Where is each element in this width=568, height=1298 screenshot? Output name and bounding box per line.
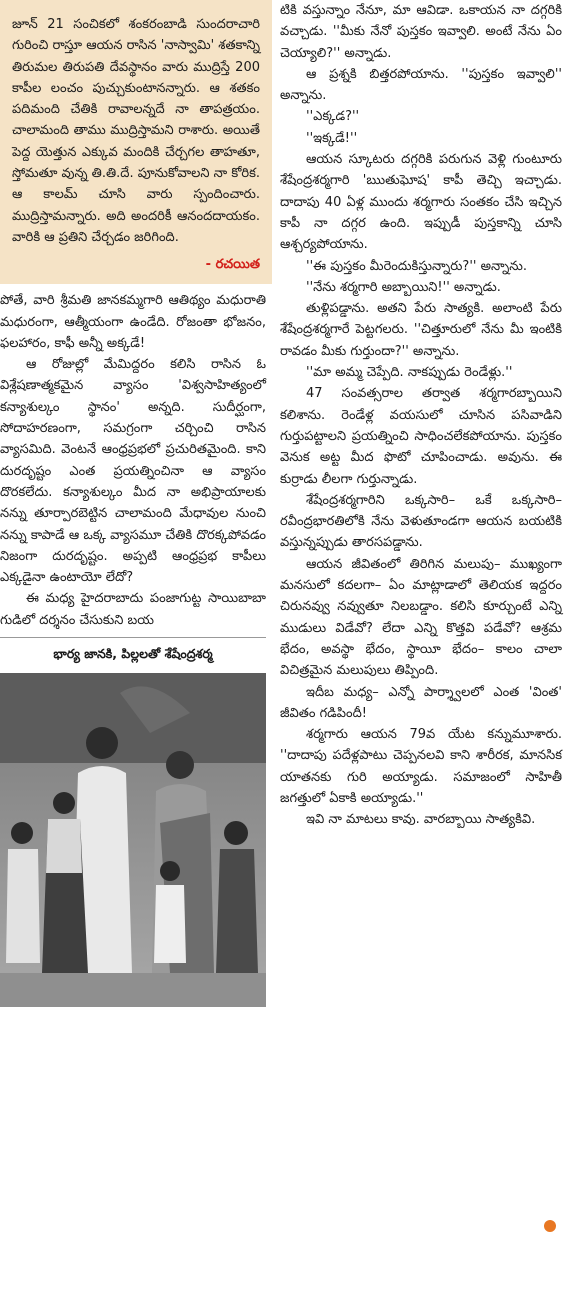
left-column	[0, 0, 272, 1007]
paragraph: ఆయన జీవితంలో తిరిగిన మలుపు– ముఖ్యంగా మనసులో కదలగా– ఏం మాట్లాడాలో తెలియక ఇద్దరం చిరునవ్వు నవ్వుతూ నిలబడ్డాం. కలిసి కూర్చుంటే ఎన్ని ముడులు విడేవో? లేదా ఎన్ని కొత్తవి పడేవో? ఆశ్రమ భేదం, అవస్థా భేదం, స్థాయీ భేదం– కాలం చాలా విచిత్రమైన మలుపులు తిప్పింది.	[280, 556, 562, 679]
left-body	[0, 284, 272, 1007]
paragraph: శేషేంద్రశర్మగారిని ఒక్కసారి– ఒకే ఒక్కసారి– రవీంద్రభారతిలోకి నేను వెళుతూండగా ఆయన బయటికి వస్తున్నప్పుడు తారసపడ్డాను.	[280, 492, 562, 551]
paragraph: 47 సంవత్సరాల తర్వాత శర్మగారబ్బాయిని కలిశాను. రెండేళ్ల వయసులో చూసిన పసివాడిని గుర్తుపట్టాలని ప్రయత్నించి సాధించలేకపోయాను. పుస్తకం వెనుక అట్ట మీద ఫొటో చూపించాడు. అవును. ఈ కుర్రాడు లీలగా గుర్తున్నాడు.	[280, 386, 562, 487]
paragraph: ఆ ప్రశ్నకి బిత్తరపోయాను. ''పుస్తకం ఇవ్వాలి'' అన్నాను.	[280, 66, 562, 104]
editor-note-box	[0, 0, 272, 284]
paragraph: శర్మగారు ఆయన 79వ యేట కన్నుమూశారు. ''దాదాపు పదేళ్లపాటు చెప్పనలవి కాని శారీరక, మానసిక యాతనకు గురి అయ్యాడు. సమాజంలో సాహితీ జగత్తులో ఏకాకి అయ్యాడు.''	[280, 727, 562, 806]
photo-caption: భార్య జానకి, పిల్లలతో శేషేంద్రశర్మ	[53, 646, 213, 662]
paragraph: ''ఎక్కడ?''	[306, 109, 360, 125]
author-signature: - రచయిత	[205, 257, 260, 273]
paragraph: టికి వస్తున్నాం నేనూ, మా ఆవిడా. ఒకాయన నా దగ్గరికి వచ్చాడు. ''మీకు నేనో పుస్తకం ఇవ్వాలి. అంటే నేను ఏం చెయ్యాలి?'' అన్నాడు.	[280, 3, 562, 61]
paragraph: ''మా అమ్మ చెప్పేది. నాకప్పుడు రెండేళ్లు.''	[306, 365, 513, 381]
paragraph: ఈ మధ్య హైదరాబాదు పంజాగుట్ట సాయిబాబా గుడిలో దర్శనం చేసుకుని బయ	[0, 591, 266, 628]
paragraph: ''నేను శర్మగారి అబ్బాయిని!'' అన్నాడు.	[306, 279, 501, 295]
paragraph: ''ఈ పుస్తకం మీరెందుకిస్తున్నారు?'' అన్నాను.	[306, 258, 528, 274]
editor-note-text: జూన్ 21 సంచికలో శంకరంబాడి సుందరాచారి గురించి రాస్తూ ఆయన రాసిన 'నాస్వామి' శతకాన్ని తిరుమల తిరుపతి దేవస్థానం వారు ముద్రిస్తే 200 కాపీల లంచం పుచ్చుకుంటానన్నారు. ఆ శతకం పదిమంది చేతికి రావాలన్నదే నా తాపత్రయం. చాలామంది తాము ముద్రిస్తామని రాశారు. అయితే పెద్ద యెత్తున ఎక్కువ మందికి చేర్చగల తాహతూ, స్తోమతూ వున్న తి.తి.దే. పూనుకోవాలని నా కోరిక. ఆ కాలమ్ చూసి వారు స్పందించారు. ముద్రిస్తామన్నారు. అది అందరికీ ఆనందదాయకం. వారికి ఆ ప్రతిని చేర్చడం జరిగింది.	[12, 17, 260, 245]
paragraph: ఇవి నా మాటలు కావు. వారబ్బాయి సాత్యకివి.	[306, 812, 536, 828]
paragraph: ''ఇక్కడే!''	[306, 130, 358, 146]
family-photo-illustration	[0, 673, 266, 1007]
paragraph: ఆయన స్కూటరు దగ్గరికి పరుగున వెళ్లి గుంటూరు శేషేంద్రశర్మగారి 'ఋతుఘోష' కాపీ తెచ్చి ఇచ్చాడు. దాదాపు 40 ఏళ్ల ముందు శర్మగారు సంతకం చేసి ఇచ్చిన కాపీ నా దగ్గర ఉంది. ఇప్పుడీ పుస్తకాన్ని చూసి ఆశ్చర్యపోయాను.	[280, 152, 562, 253]
paragraph: ఆ రోజుల్లో మేమిద్దరం కలిసి రాసిన ఓ విశ్లేషణాత్మకమైన వ్యాసం 'విశ్వసాహిత్యంలో కన్యాశుల్కం స్థానం' అన్నది. సుదీర్ఘంగా, సోదాహరణంగా, సమగ్రంగా చర్చించి రాసిన వ్యాసమిది. వెంటనే ఆంధ్రప్రభలో ప్రచురితమైంది. కాని దురదృష్టం ఎంత ప్రయత్నించినా ఆ వ్యాసం దొరకలేదు. కన్యాశుల్కం మీద నా అభిప్రాయాలకు నన్ను తూర్పారబెట్టిన చాలామంది మేధావుల నుంచి నన్ను కాపాడే ఆ ఒక్క వ్యాసమూ చేతికి దొరక్కపోవడం నిజంగా దురదృష్టం. అప్పటి ఆంధ్రప్రభ కాపీలు ఎక్కడైనా ఉంటాయో లేదో?	[0, 357, 266, 586]
right-column	[280, 0, 562, 831]
paragraph: ఇదీబ మధ్య– ఎన్నో పార్శ్వాలలో ఎంత 'వింత' జీవితం గడిపిందీ!	[280, 684, 562, 721]
paragraph: పోతే, వారి శ్రీమతి జానకమ్మగారి ఆతిథ్యం మధురాతి మధురంగా, ఆత్మీయంగా ఉండేది. రోజంతా భోజనం, ఫలహారం, కాఫీ అన్నీ అక్కడే!	[0, 293, 266, 351]
end-of-article-mark	[544, 1220, 556, 1232]
paragraph: తుళ్లిపడ్డాను. అతని పేరు సాత్యకి. అలాంటి పేరు శేషేంద్రశర్మగారే పెట్టగలరు. ''చిత్తూరులో నేను మీ ఇంటికి రావడం మీకు గుర్తుందా?'' అన్నాను.	[280, 301, 562, 359]
divider	[0, 637, 266, 638]
family-photo	[0, 673, 266, 1007]
